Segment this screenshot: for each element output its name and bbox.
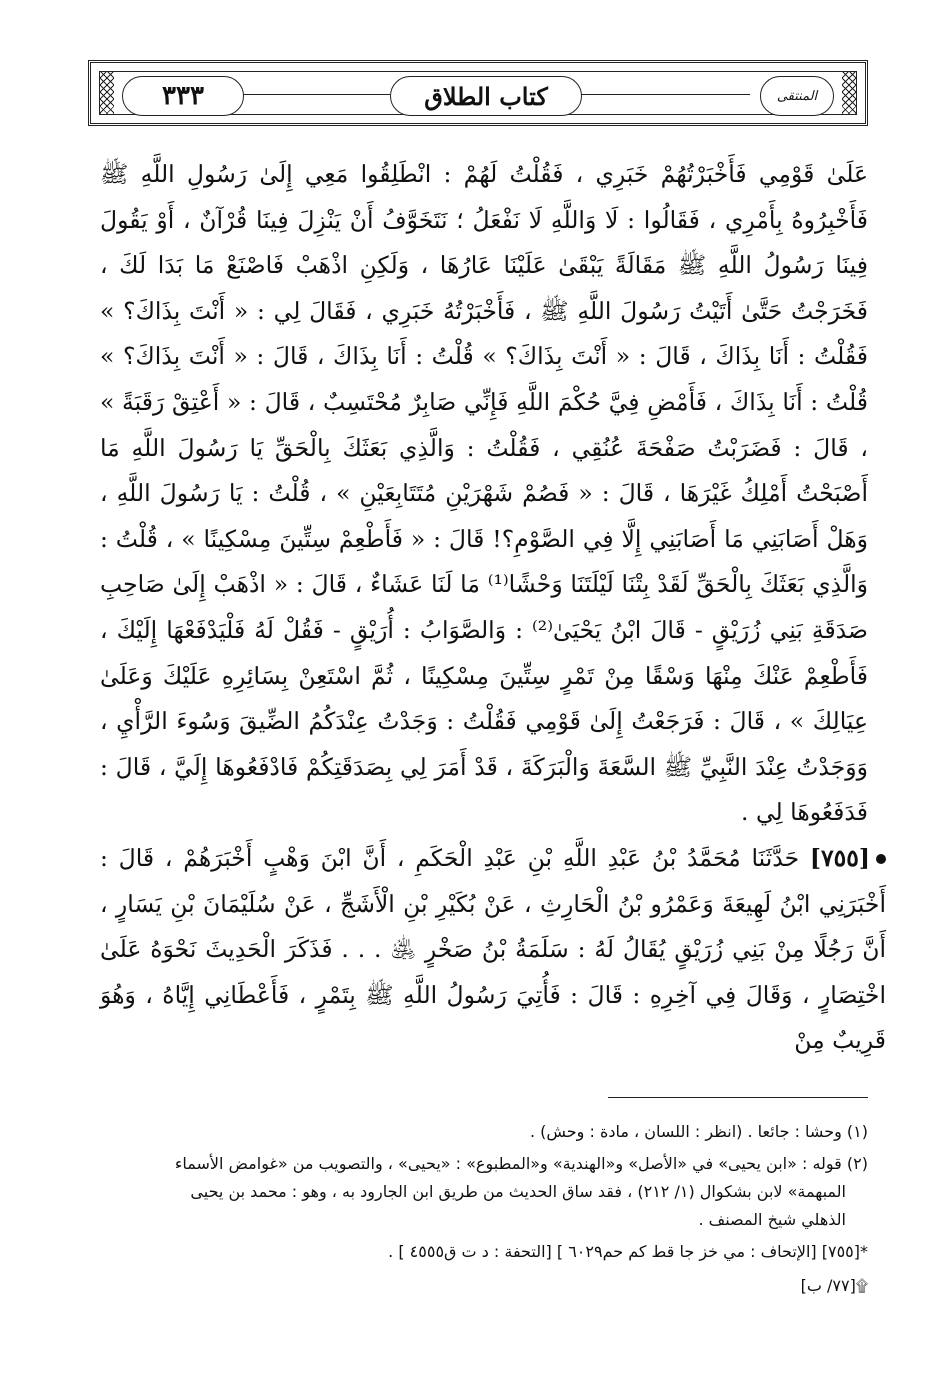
header-frame [99, 71, 857, 115]
running-title: كتاب الطلاق [390, 76, 582, 116]
footnote-line: الذهلي شيخ المصنف . [698, 1210, 846, 1229]
text-line: حُكْمَ اللَّهِ فَإِنِّي صَابِرٌ مُحْتَسِبٌ ، قَالَ : « أَعْتِقْ رَقَبَةً » ، قَالَ : فَضَرَبْتُ صَفْحَةَ عُنُقِي ، [100, 387, 868, 462]
folio-marker: ۩[٧٧/ ب] [800, 1276, 868, 1295]
header-divider [242, 94, 390, 95]
footnote-line: (٢) قوله : «ابن يحيى» في «الأصل» و«الهندية» و«المطبوع» : «يحيى» ، والتصويب من «غوامض الأسماء [174, 1154, 868, 1173]
text-line: قَالَ : « فَأَطْعِمْ سِتِّينَ مِسْكِينًا » ، قُلْتُ : وَالَّذِي بَعَثَكَ بِالْحَقِّ لَقَدْ بِتْنَا لَيْلَتَنَا وَحْشًا⁽¹⁾ [100, 524, 869, 599]
footnote-separator [608, 1097, 868, 1098]
text-line: مِسْكِينًا ، ثُمَّ اسْتَعِنْ بِسَائِرِهِ عَلَيْكَ وَعَلَىٰ عِيَالِكَ » ، قَالَ : فَرَجَعْتُ إِلَىٰ قَوْمِي فَقُلْتُ : [100, 661, 868, 736]
footnote-1: (١) وحشا : جائعا . (انظر : اللسان ، مادة : وحش) . [529, 1122, 868, 1141]
text-line: وَجَدْتُ عِنْدَكُمُ الضِّيقَ وَسُوءَ الرَّأْيِ ، وَوَجَدْتُ عِنْدَ النَّبِيِّ ﷺ السَّعَةَ وَالْبَرَكَةَ ، قَدْ أَمَرَ [100, 707, 868, 781]
hadith-number: [٧٥٥] [809, 843, 870, 872]
text-line: رَسُولَ اللَّهِ ﷺ ، فَأَخْبَرْتُهُ خَبَرِي ، فَقَالَ لِي : « أَنْتَ بِذَاكَ؟ » فَقُلْتُ : أَنَا بِذَاكَ ، قَالَ : [100, 296, 868, 371]
text-line: وَقَالَ فِي آخِرِهِ : قَالَ : فَأُتِيَ رَسُولُ اللَّهِ ﷺ بِتَمْرٍ ، فَأَعْطَانِي إِيَّاهُ ، وَهُوَ قَرِيبٌ مِنْ [100, 980, 886, 1055]
text-line: « أَنْتَ بِذَاكَ؟ » قُلْتُ : أَنَا بِذَاكَ ، قَالَ : « أَنْتَ بِذَاكَ؟ » قُلْتُ : أَنَا بِذَاكَ ، فَأَمْضِ فِيَّ [100, 342, 868, 416]
main-text [100, 152, 886, 1064]
book-logo: المنتقى [760, 76, 834, 116]
page-header [88, 60, 868, 126]
footnotes [100, 1118, 868, 1300]
takhrij-note: *[٧٥٥] [الإتحاف : مي خز جا قط كم حم٦٠٢٩ ] [التحفة : د ت ق٤٥٥٥ ] . [388, 1242, 868, 1261]
text-line: مَا لَنَا عَشَاءٌ ، قَالَ : « اذْهَبْ إِلَىٰ صَاحِبِ صَدَقَةِ بَنِي زُرَيْقٍ - قَالَ ابْنُ يَحْيَىٰ⁽²⁾ : [100, 570, 868, 644]
text-line: شَهْرَيْنِ مُتَتَابِعَيْنِ » ، قُلْتُ : يَا رَسُولَ اللَّهِ ، وَهَلْ أَصَابَنِي مَا أَصَابَنِي إِلَّا فِي الصَّوْمِ؟! [100, 479, 868, 553]
ornament-left [100, 72, 114, 114]
text-line: فَقُلْتُ : وَالَّذِي بَعَثَكَ بِالْحَقِّ يَا رَسُولَ اللَّهِ مَا أَصْبَحْتُ أَمْلِكُ غَيْرَهَا ، قَالَ : « فَصُمْ [100, 433, 868, 508]
hadith-continuation [100, 152, 868, 836]
text-line: عَلَىٰ قَوْمِي فَأَخْبَرْتُهُمْ خَبَرِي ، فَقُلْتُ لَهُمْ : انْطَلِقُوا مَعِي إِلَىٰ رَسُولِ اللَّهِ ﷺ فَأَخْبِرُوهُ [100, 160, 868, 234]
text-line: بِأَمْرِي ، فَقَالُوا : لَا وَاللَّهِ لَا نَفْعَلُ ؛ نَتَخَوَّفُ أَنْ يَنْزِلَ فِينَا قُرْآنٌ ، أَوْ يَقُولَ فِينَا رَسُولُ اللَّهِ [100, 205, 868, 280]
bullet-icon [876, 854, 886, 864]
ornament-right [842, 72, 856, 114]
text-line: حَدَّثَنَا مُحَمَّدُ بْنُ عَبْدِ اللَّهِ بْنِ عَبْدِ الْحَكَمِ ، أَنَّ ابْنَ وَهْبٍ أَخْبَرَهُمْ ، قَالَ : أَخْبَرَنِي [100, 843, 886, 918]
footnote-2 [100, 1150, 868, 1234]
header-divider [580, 94, 750, 95]
text-line: لِي بِصَدَقَتِكُمْ فَادْفَعُوهَا إِلَيَّ ، قَالَ : فَدَفَعُوهَا لِي . [100, 752, 868, 827]
footnote-line: المبهمة» لابن بشكوال (١/ ٢١٢) ، فقد ساق الحديث من طريق ابن الجارود به ، وهو : محمد بن يحيى [190, 1182, 846, 1201]
text-line: مِنْ بَنِي زُرَيْقٍ يُقَالُ لَهُ : سَلَمَةُ بْنُ صَخْرٍ ﵁ . . . فَذَكَرَ الْحَدِيثَ نَحْوَهُ عَلَىٰ اخْتِصَارٍ ، [100, 935, 886, 1009]
text-line: وَالصَّوَابُ : أُرَيْقٍ - فَقُلْ لَهُ فَلْيَدْفَعْهَا إِلَيْكَ ، فَأَطْعِمْ عَنْكَ مِنْهَا وَسْقًا مِنْ تَمْرٍ سِتِّينَ [100, 615, 868, 690]
page-number: ٣٣٣ [122, 76, 244, 116]
text-line: ﷺ مَقَالَةً يَبْقَىٰ عَلَيْنَا عَارُهَا ، وَلَكِنِ اذْهَبْ فَاصْنَعْ مَا بَدَا لَكَ ، فَخَرَجْتُ حَتَّىٰ أَتَيْتُ [100, 251, 868, 325]
text-line: ابْنُ لَهِيعَةَ وَعَمْرُو بْنُ الْحَارِثِ ، عَنْ بُكَيْرِ بْنِ الْأَشَجِّ ، عَنْ سُلَيْمَانَ بْنِ يَسَارٍ ، أَنَّ رَجُلًا [100, 889, 886, 964]
hadith-755 [100, 836, 886, 1064]
